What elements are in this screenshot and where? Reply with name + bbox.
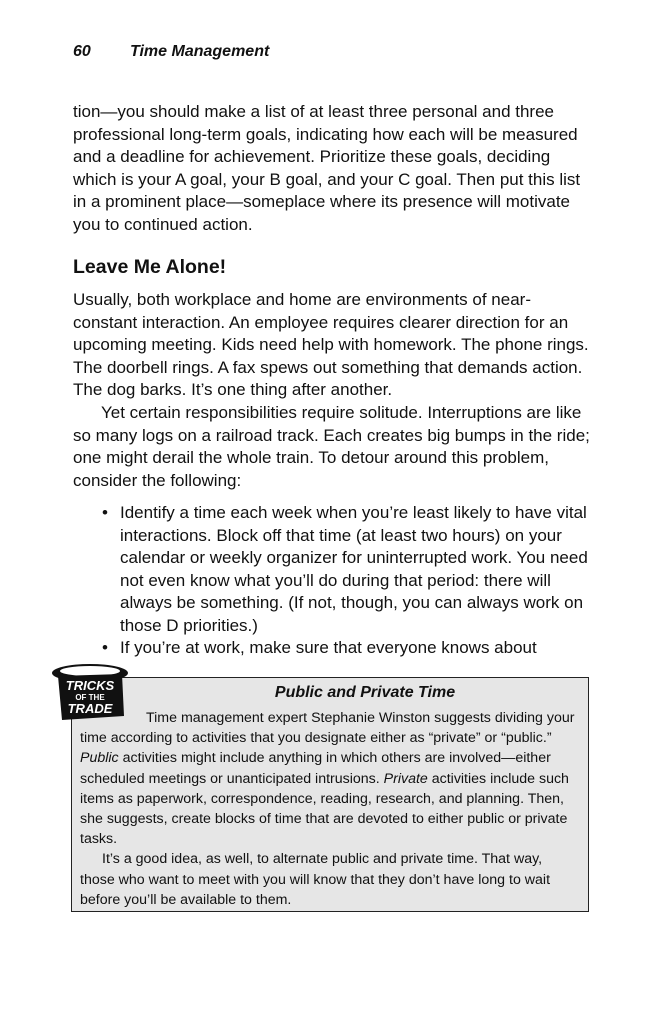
sidebar-paragraph: It’s a good idea, as well, to alternate public and private time. That way, those who want to meet with you will know that they don’t have long to wait before you’ll be available to them. (80, 851, 551, 908)
bullet-icon: • (102, 638, 108, 657)
list-item-text: Identify a time each week when you’re least likely to have vital interactions. Block off that time (at least two hours) on your calendar or weekly organizer for uninterrupted work. You need not even know what you’ll do during that period: there will always be something. (If not, though, you can always work on those D priorities.) (120, 503, 588, 635)
running-header (73, 43, 269, 61)
badge-text: TRADE (67, 701, 113, 716)
section-heading: Leave Me Alone! (73, 256, 227, 278)
badge-text: TRICKS (65, 678, 115, 693)
running-title: Time Management (130, 43, 270, 60)
bullet-icon: • (102, 503, 108, 522)
paragraph-continued: tion—you should make a list of at least three personal and three professional long-term goals, indicating how each will be measured and a deadline for achievement. Prioritize these goals, deciding which is your A goal, your B goal, and your C goal. Then put this list in a prominent place—someplace where its presence will motivate you to continued action. (73, 102, 581, 234)
bullet-list (73, 502, 593, 660)
list-item (73, 502, 593, 637)
list-item (73, 637, 593, 660)
sidebar-emphasis: Public (80, 750, 119, 767)
paragraph: Yet certain responsibilities require solitude. Interruptions are like so many logs on a railroad track. Each creates big bumps in the ride; one might derail the whole train. To detour around this problem, consider the following: (73, 403, 590, 490)
sidebar-body (80, 708, 580, 910)
page-number: 60 (73, 43, 91, 60)
sidebar-text: activities include such items as paperwork, correspondence, reading, research, and planning. Then, she suggests, create blocks of time that are devoted to either public or private tasks. (80, 770, 569, 848)
sidebar-text: Time management expert Stephanie Winston suggests dividing your time according to activities that you designate either as “private” or “public.” (80, 710, 575, 747)
sidebar-paragraph (80, 708, 580, 849)
tip-sidebar (71, 677, 589, 912)
paragraph: Usually, both workplace and home are environments of near-constant interaction. An employee requires clearer direction for an upcoming meeting. Kids need help with homework. The phone rings. The doorbell rings. A fax spews out something that demands action. The dog barks. It’s one thing after another. (73, 290, 589, 399)
badge-text: OF THE (75, 693, 105, 702)
sidebar-title: Public and Private Time (274, 684, 456, 701)
tricks-of-the-trade-icon (50, 660, 132, 726)
sidebar-text: activities might include anything in which others are involved—either scheduled meetings or unanticipated intrusions. (80, 750, 551, 787)
sidebar-emphasis: Private (383, 770, 428, 787)
list-item-text: If you’re at work, make sure that everyone knows about (120, 638, 537, 657)
